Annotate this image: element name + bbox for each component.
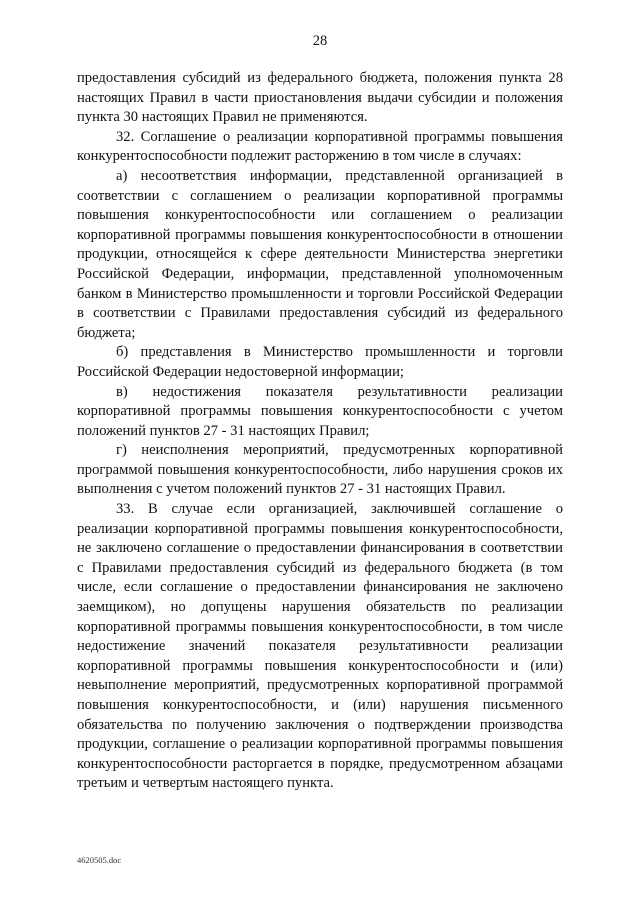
- paragraph-item-b: б) представления в Министерство промышленности и торговли Российской Федерации недостоверной информации;: [77, 344, 563, 380]
- paragraph-item-a: а) несоответствия информации, представленной организацией в соответствии с соглашением о реализации корпоративной программы повышения конкурентоспособности или соглашением о реализации корпоративной программы повышения конкурентоспособности в отношении продукции, относящейся к сфере деятельности Министерства энергетики Российской Федерации, информации, представленной уполномоченным банком в Министерство промышленности и торговли Российской Федерации в соответствии с Правилами предоставления субсидий из федерального бюджета;: [77, 167, 563, 341]
- paragraph-clause-33: 33. В случае если организацией, заключившей соглашение о реализации корпоративной программы повышения конкурентоспособности, не заключено соглашение о предоставлении финансирования в соответствии с Правилами предоставления субсидий из федерального бюджета (в том числе, если соглашение о предоставлении финансирования не заключено заемщиком), но допущены нарушения обязательств по реализации корпоративной программы повышения конкурентоспособности, в том числе недостижение значений показателя результативности реализации корпоративной программы повышения конкурентоспособности и (или) невыполнение мероприятий, предусмотренных корпоративной программой повышения конкурентоспособности, и (или) нарушения письменного обязательства по получению заключения о подтверждении производства продукции, соглашение о реализации корпоративной программы повышения конкурентоспособности расторгается в порядке, предусмотренном абзацами третьим и четвертым настоящего пункта.: [77, 501, 563, 792]
- paragraph-item-g: г) неисполнения мероприятий, предусмотренных корпоративной программой повышения конкурентоспособности, либо нарушения сроков их выполнения с учетом положений пунктов 27 - 31 настоящих Правил.: [77, 442, 563, 498]
- page-number: 28: [312, 33, 328, 49]
- footer-filename: 4620505.doc: [77, 855, 122, 865]
- paragraph-item-v: в) недостижения показателя результативности реализации корпоративной программы повышения конкурентоспособности с учетом положений пунктов 27 - 31 настоящих Правил;: [77, 383, 563, 439]
- paragraph-clause-32: 32. Соглашение о реализации корпоративной программы повышения конкурентоспособности подлежит расторжению в том числе в случаях:: [77, 128, 563, 165]
- document-body: [77, 69, 563, 794]
- paragraph-continuation: предоставления субсидий из федерального бюджета, положения пункта 28 настоящих Правил в части приостановления выдачи субсидии и положения пункта 30 настоящих Правил не применяются.: [77, 70, 563, 126]
